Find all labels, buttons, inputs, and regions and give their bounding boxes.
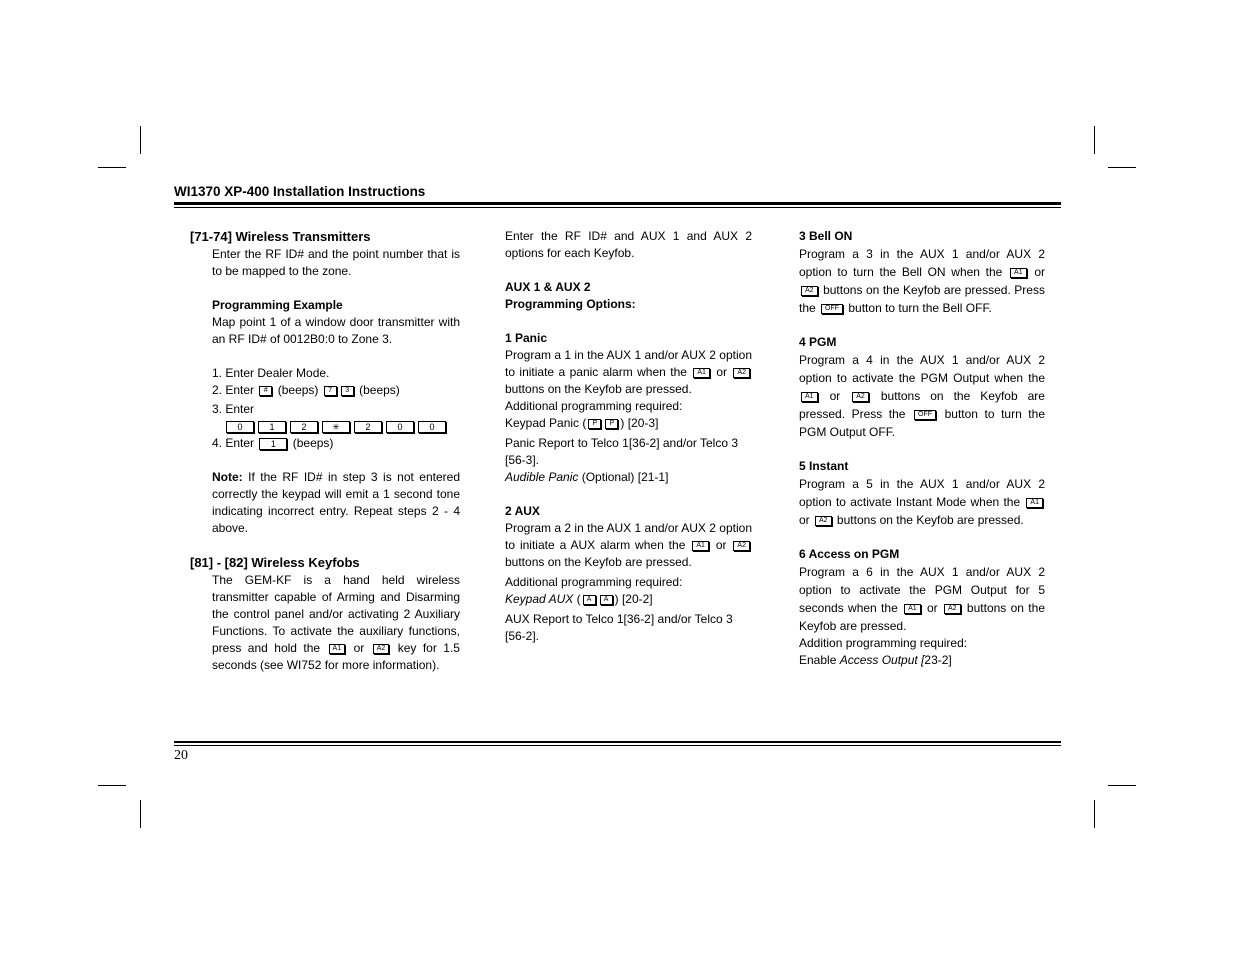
paragraph-text: buttons on the Keyfob are pressed. <box>836 513 1024 527</box>
step-3: 3. Enter <box>212 402 255 416</box>
a2-key: A2 <box>733 541 750 551</box>
option-title-instant: 5 Instant <box>799 459 849 473</box>
key-0: 0 <box>386 421 414 433</box>
a2-key: A2 <box>852 392 869 402</box>
paragraph <box>799 475 1045 529</box>
a1-key: A1 <box>904 604 921 614</box>
crop-mark <box>140 126 141 154</box>
paragraph <box>505 415 752 432</box>
step-text: (beeps) <box>359 383 400 397</box>
a1-key: A1 <box>693 368 710 378</box>
paragraph-text: Program a 5 in the AUX 1 and/or AUX 2 option to activate Instant Mode when the <box>799 477 1045 509</box>
off-key: OFF <box>914 410 936 420</box>
paragraph-text: or <box>353 641 365 655</box>
crop-mark <box>1094 800 1095 828</box>
paragraph-text: or <box>927 601 938 615</box>
paragraph-text: Keypad AUX <box>505 592 574 606</box>
option-title-panic: 1 Panic <box>505 331 548 345</box>
paragraph-text: Press the <box>799 283 1045 315</box>
note-label: Note: <box>212 470 243 484</box>
a2-key: A2 <box>801 286 818 296</box>
paragraph-text: key for 1.5 seconds (see WI752 for more information). <box>212 641 460 672</box>
paragraph-text: buttons on the Keyfob are pressed. Press the <box>799 389 1045 421</box>
option-title-bell-on: 3 Bell ON <box>799 229 853 243</box>
key-star: ✳ <box>322 421 350 433</box>
paragraph <box>505 591 752 608</box>
crop-mark <box>140 800 141 828</box>
subsection-title: AUX 1 & AUX 2 <box>505 280 591 294</box>
column-3 <box>799 228 1045 669</box>
paragraph-text: Audible Panic <box>505 470 579 484</box>
subsection-title: Programming Options: <box>505 297 636 311</box>
paragraph <box>799 563 1045 635</box>
paragraph-text: or <box>799 513 810 527</box>
paragraph: Panic Report to Telco 1[36-2] and/or Telco 3 [56-3]. <box>505 436 739 467</box>
key-1: 1 <box>258 421 286 433</box>
page-number: 20 <box>174 748 188 763</box>
paragraph-text: Program a 6 in the AUX 1 and/or AUX 2 option to activate the PGM Output for 5 seconds when the <box>799 565 1045 615</box>
subsection-title: Programming Example <box>212 298 343 312</box>
paragraph-text: or <box>715 538 727 552</box>
section-title-wireless-transmitters: [71-74] Wireless Transmitters <box>190 229 371 244</box>
paragraph-text: The GEM-KF is a hand held wireless transmitter capable of Arming and Disarming the control panel and/or activating 2 Auxiliary Functions. To activate the auxiliary functions, press and hold the <box>212 573 460 655</box>
paragraph-text: Program a 4 in the AUX 1 and/or AUX 2 option to activate the PGM Output when the <box>799 353 1045 385</box>
key-0: 0 <box>418 421 446 433</box>
paragraph-text: Program a 3 in the AUX 1 and/or AUX 2 option to turn the Bell ON when the <box>799 247 1045 279</box>
a2-key: A2 <box>815 516 832 526</box>
paragraph-text: button to turn the Bell OFF. <box>848 301 992 315</box>
a2-key: A2 <box>733 368 750 378</box>
note-text: If the RF ID# in step 3 is not entered correctly the keypad will emit a 1 second tone indicating incorrect entry. Repeat steps 2 - 4 above. <box>212 470 460 535</box>
key-2: 2 <box>354 421 382 433</box>
paragraph <box>212 572 460 674</box>
step-2 <box>212 382 460 399</box>
paragraph-text: ( <box>573 592 581 606</box>
key-1: 1 <box>259 438 287 450</box>
paragraph-text: buttons on the Keyfob are pressed. <box>505 382 692 396</box>
column-1 <box>190 228 460 674</box>
step-4 <box>212 435 460 452</box>
key-7: 7 <box>324 386 337 396</box>
paragraph-text: ) [20-3] <box>620 416 659 430</box>
paragraph-text: ) [20-2] <box>614 592 653 606</box>
paragraph-text: or <box>716 365 728 379</box>
a1-key: A1 <box>801 392 818 402</box>
key-3: 3 <box>341 386 354 396</box>
a1-key: A1 <box>1010 268 1027 278</box>
paragraph-text: (Optional) [21-1] <box>578 470 669 484</box>
a2-key: A2 <box>373 644 390 654</box>
paragraph <box>505 520 752 571</box>
paragraph <box>799 351 1045 441</box>
p-key: P <box>588 419 601 429</box>
key-2: 2 <box>290 421 318 433</box>
a1-key: A1 <box>329 644 346 654</box>
option-title-aux: 2 AUX <box>505 504 540 518</box>
paragraph-text: buttons on the Keyfob are pressed. <box>823 283 1011 297</box>
header-rule-thin <box>174 207 1061 208</box>
footer-rule-thin <box>174 745 1061 746</box>
crop-mark <box>98 785 126 786</box>
step-text: 4. Enter <box>212 436 255 450</box>
step-3-keys <box>212 418 460 435</box>
crop-mark <box>1094 126 1095 154</box>
paragraph-text: Keypad Panic ( <box>505 416 587 430</box>
paragraph <box>799 652 1045 669</box>
paragraph: AUX Report to Telco 1[36-2] and/or Telco 3 [56-2]. <box>505 612 733 643</box>
step-text: (beeps) <box>277 383 319 397</box>
paragraph-text: buttons on the Keyfob are pressed. <box>799 601 1045 633</box>
paragraph-text: button to turn the PGM Output OFF. <box>799 407 1045 439</box>
paragraph-text: or <box>1034 265 1045 279</box>
step-1: 1. Enter Dealer Mode. <box>212 366 330 380</box>
paragraph-text: Program a 1 in the AUX 1 and/or AUX 2 option to initiate a panic alarm when the <box>505 348 752 379</box>
off-key: OFF <box>821 304 843 314</box>
section-title-wireless-keyfobs: [81] - [82] Wireless Keyfobs <box>190 555 360 570</box>
paragraph: Addition programming required: <box>799 636 968 650</box>
a2-key: A2 <box>944 604 961 614</box>
key-hash: # <box>259 386 272 396</box>
paragraph-text: or <box>829 389 841 403</box>
footer-rule-thick <box>174 741 1061 743</box>
paragraph <box>505 469 752 486</box>
crop-mark <box>1108 785 1136 786</box>
note-paragraph <box>212 469 460 537</box>
paragraph <box>505 347 752 398</box>
paragraph: Enter the RF ID# and AUX 1 and AUX 2 options for each Keyfob. <box>505 229 752 260</box>
paragraph-text: buttons on the Keyfob are pressed. <box>505 555 692 569</box>
option-title-access-on-pgm: 6 Access on PGM <box>799 547 900 561</box>
paragraph <box>799 245 1045 317</box>
column-2 <box>505 228 752 645</box>
p-key: P <box>605 419 618 429</box>
header-rule-thick <box>174 202 1061 205</box>
crop-mark <box>1108 167 1136 168</box>
paragraph: Map point 1 of a window door transmitter with an RF ID# of 0012B0:0 to Zone 3. <box>212 315 460 346</box>
step-text: (beeps) <box>292 436 334 450</box>
key-0: 0 <box>226 421 254 433</box>
crop-mark <box>98 167 126 168</box>
a1-key: A1 <box>692 541 709 551</box>
paragraph: Enter the RF ID# and the point number that is to be mapped to the zone. <box>212 247 460 278</box>
page-header-title: WI1370 XP-400 Installation Instructions <box>174 184 426 199</box>
paragraph-text: Program a 2 in the AUX 1 and/or AUX 2 option to initiate a AUX alarm when the <box>505 521 752 552</box>
paragraph-text: Access Output [ <box>839 653 925 667</box>
paragraph-text: Enable <box>799 653 840 667</box>
paragraph: Additional programming required: <box>505 575 683 589</box>
a-key: A <box>600 595 613 605</box>
a-key: A <box>583 595 596 605</box>
paragraph-text: 23-2] <box>924 653 952 667</box>
a1-key: A1 <box>1026 498 1043 508</box>
paragraph: Additional programming required: <box>505 399 683 413</box>
option-title-pgm: 4 PGM <box>799 335 837 349</box>
step-text: 2. Enter <box>212 383 255 397</box>
